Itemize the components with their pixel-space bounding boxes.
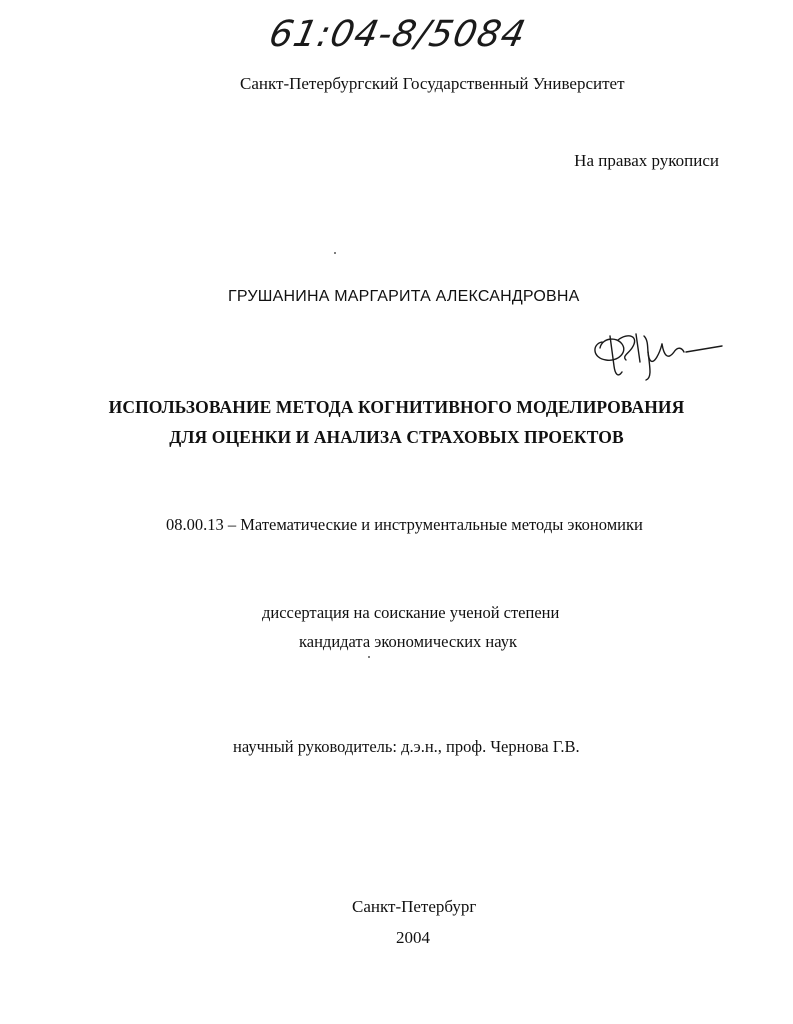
dissertation-title-line-1: ИСПОЛЬЗОВАНИЕ МЕТОДА КОГНИТИВНОГО МОДЕЛИРОВАНИЯ [108, 397, 685, 417]
handwritten-archive-number: 61:04-8/5084 [265, 14, 530, 55]
author-signature [588, 322, 728, 382]
scan-speck [334, 252, 336, 254]
year: 2004 [396, 928, 430, 947]
specialty-code: 08.00.13 – Математические и инструментальные методы экономики [166, 515, 643, 534]
university-name: Санкт-Петербургский Государственный Университет [240, 74, 625, 93]
city: Санкт-Петербург [352, 897, 477, 916]
manuscript-rights-note: На правах рукописи [574, 151, 719, 170]
author-name: ГРУШАНИНА МАРГАРИТА АЛЕКСАНДРОВНА [228, 288, 580, 305]
scientific-advisor: научный руководитель: д.э.н., проф. Чернова Г.В. [233, 737, 580, 756]
dissertation-title-line-2: ДЛЯ ОЦЕНКИ И АНАЛИЗА СТРАХОВЫХ ПРОЕКТОВ [169, 427, 624, 447]
degree-statement-line-2: кандидата экономических наук [299, 632, 518, 651]
scan-speck [368, 656, 370, 658]
degree-statement-line-1: диссертация на соискание ученой степени [262, 603, 560, 622]
